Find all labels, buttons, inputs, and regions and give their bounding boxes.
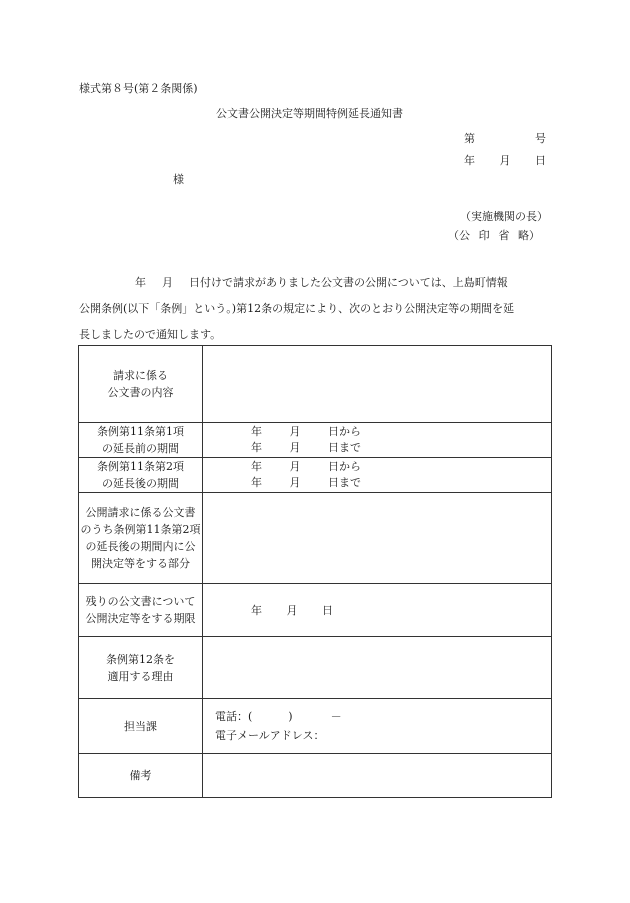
value-department (203, 699, 552, 754)
body-line-3: 長しましたので通知します。 (79, 328, 222, 341)
period-until: 年 月 日まで (251, 476, 361, 489)
form-number: 様式第８号(第２条関係) (79, 82, 198, 95)
seal-char: 略） (517, 229, 540, 242)
phone-line: 電話：( ) － (215, 710, 342, 723)
body-month: 月 (162, 276, 173, 289)
issue-date-month: 月 (499, 154, 511, 167)
body-year: 年 (135, 276, 146, 289)
table-row-period-before (79, 423, 552, 458)
seal-char: 印 (478, 229, 490, 242)
sender-title: （実施機関の長） (460, 210, 548, 223)
table-row-request-content (79, 346, 552, 423)
value-decision-part (203, 493, 552, 584)
deadline-date: 年 月 日 (251, 604, 333, 617)
value-remarks (203, 754, 552, 798)
label-remarks: 備考 (79, 754, 203, 798)
reference-number-suffix: 号 (535, 132, 546, 145)
issue-date (464, 152, 546, 168)
table-row-deadline (79, 584, 552, 637)
label-period-after: 条例第11条第2項 の延長後の期間 (79, 458, 203, 493)
table-row-period-after (79, 458, 552, 493)
addressee: 様 (173, 173, 184, 186)
reference-number (464, 130, 546, 146)
period-until: 年 月 日まで (251, 441, 361, 454)
value-period-after (203, 458, 552, 493)
value-period-before (203, 423, 552, 458)
label-period-before: 条例第11条第1項 の延長前の期間 (79, 423, 203, 458)
value-request-content (203, 346, 552, 423)
seal-char: （公 (448, 229, 470, 242)
label-decision-part: 公開請求に係る公文書 のうち条例第11条第2項 の延長後の期間内に公 開決定等をする部分 (79, 493, 203, 584)
seal-omitted (448, 227, 540, 243)
email-line: 電子メールアドレス： (215, 729, 325, 742)
table-row-reason (79, 637, 552, 699)
notice-body (79, 270, 551, 348)
issue-date-day: 日 (535, 154, 546, 167)
table-row-remarks (79, 754, 552, 798)
value-reason (203, 637, 552, 699)
seal-char: 省 (498, 229, 510, 242)
label-department: 担当課 (79, 699, 203, 754)
label-deadline: 残りの公文書について 公開決定等をする期限 (79, 584, 203, 637)
notice-form-table (78, 345, 552, 798)
issue-date-year: 年 (464, 154, 475, 167)
table-row-decision-part (79, 493, 552, 584)
period-from: 年 月 日から (251, 460, 361, 473)
reference-number-prefix: 第 (464, 132, 475, 145)
document-title: 公文書公開決定等期間特例延長通知書 (216, 107, 403, 120)
table-row-department (79, 699, 552, 754)
body-line-1 (79, 270, 551, 296)
label-reason: 条例第12条を 適用する理由 (79, 637, 203, 699)
label-request-content: 請求に係る 公文書の内容 (79, 346, 203, 423)
period-from: 年 月 日から (251, 425, 361, 438)
body-line-1-text: 日付けで請求がありました公文書の公開については、上島町情報 (189, 276, 508, 289)
body-line-2: 公開条例(以下「条例」という。)第12条の規定により、次のとおり公開決定等の期間を延 (79, 302, 515, 315)
value-deadline (203, 584, 552, 637)
